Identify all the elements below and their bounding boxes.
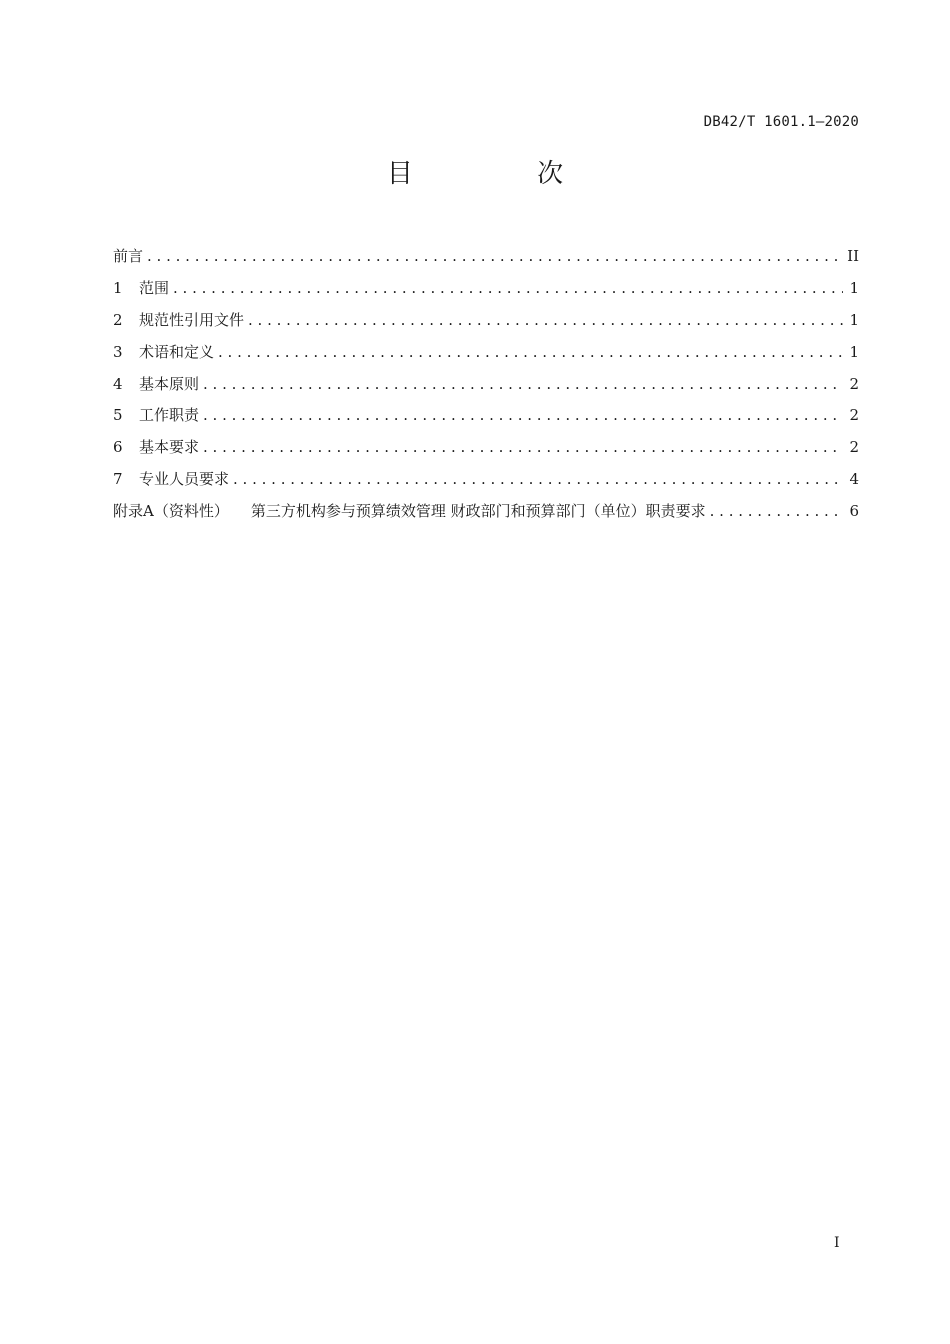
page-number: I <box>834 1235 840 1251</box>
toc-entry-label: 规范性引用文件 <box>139 310 245 329</box>
toc-entry-basic-requirements[interactable] <box>113 435 859 467</box>
toc-entry-responsibilities[interactable] <box>113 403 859 435</box>
toc-entry-page: 1 <box>849 310 859 329</box>
toc-entry-terms-definitions[interactable] <box>113 340 859 372</box>
toc-entry-label: 工作职责 <box>139 406 200 425</box>
toc-entry-number: 5 <box>113 406 123 425</box>
toc-entry-label: 专业人员要求 <box>139 470 230 489</box>
toc-entry-scope[interactable] <box>113 276 859 308</box>
toc-leader-dots <box>710 499 843 523</box>
toc-entry-personnel-requirements[interactable] <box>113 467 859 499</box>
toc-entry-label: 术语和定义 <box>139 342 215 361</box>
document-code: DB42/T 1601.1—2020 <box>703 114 859 130</box>
page-title: 目 次 <box>386 159 622 189</box>
toc-entry-page: II <box>847 247 859 265</box>
toc-entry-number: 7 <box>113 470 123 489</box>
toc-entry-appendix-a[interactable] <box>113 499 859 531</box>
toc-entry-number: 4 <box>113 374 123 393</box>
toc-leader-dots <box>173 276 843 300</box>
toc-entry-number: 1 <box>113 278 123 297</box>
toc-entry-label: 基本原则 <box>139 374 200 393</box>
toc-entry-page: 2 <box>849 406 859 425</box>
toc-leader-dots <box>147 244 843 268</box>
toc-leader-dots <box>203 403 843 427</box>
toc-leader-dots <box>218 340 843 364</box>
toc-leader-dots <box>203 435 843 459</box>
toc-appendix-title: 第三方机构参与预算绩效管理 财政部门和预算部门（单位）职责要求 <box>250 502 706 521</box>
toc-entry-normative-references[interactable] <box>113 308 859 340</box>
toc-entry-page: 1 <box>849 278 859 297</box>
toc-entry-label: 前言 <box>113 247 144 265</box>
toc-leader-dots <box>248 308 843 332</box>
toc-entry-number: 2 <box>113 310 123 329</box>
toc-entry-page: 4 <box>849 470 859 489</box>
toc-entry-page: 2 <box>849 438 859 457</box>
toc-entry-label: 基本要求 <box>139 438 200 457</box>
toc-entry-page: 6 <box>849 502 859 521</box>
toc-entry-page: 2 <box>849 374 859 393</box>
toc-leader-dots <box>233 467 843 491</box>
toc-entry-label: 范围 <box>139 278 170 297</box>
toc-entry-basic-principles[interactable] <box>113 372 859 404</box>
toc-entry-page: 1 <box>849 342 859 361</box>
toc-entry-number: 6 <box>113 438 123 457</box>
toc-leader-dots <box>203 372 843 396</box>
toc-entry-foreword[interactable] <box>113 244 859 276</box>
toc-appendix-designation: 附录A（资料性） <box>113 502 229 521</box>
table-of-contents <box>113 244 859 531</box>
toc-entry-number: 3 <box>113 342 123 361</box>
toc-entry-label <box>113 499 706 523</box>
